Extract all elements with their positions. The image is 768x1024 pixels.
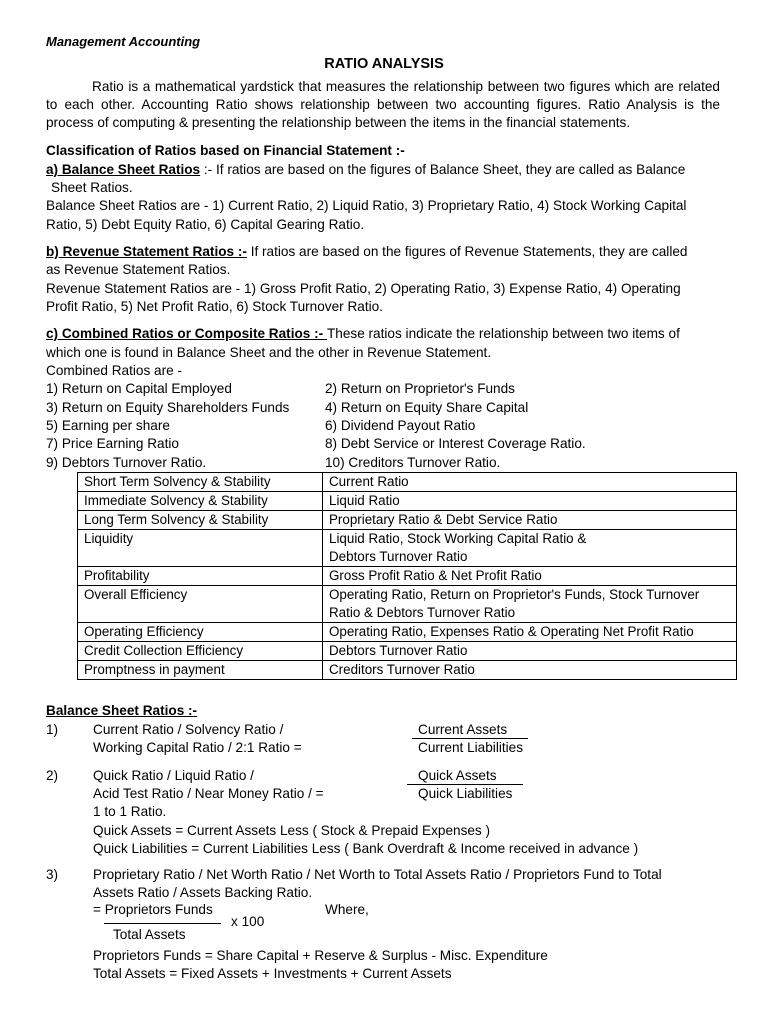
table-row — [78, 567, 737, 586]
table-cell-purpose: Overall Efficiency — [78, 586, 323, 623]
table-cell-purpose: Credit Collection Efficiency — [78, 642, 323, 661]
revenue-def-b: as Revenue Statement Ratios. — [46, 262, 231, 277]
total-assets-definition: Total Assets = Fixed Assets + Investments + Current Assets — [93, 966, 452, 981]
current-ratio-line1: Current Ratio / Solvency Ratio / — [93, 722, 284, 737]
fraction-numerator: = Proprietors Funds — [93, 902, 213, 917]
ratio-line: Ratio & Debtors Turnover Ratio — [329, 605, 516, 620]
ratio-line: Operating Ratio, Return on Proprietor's Funds, Stock Turnover — [329, 587, 700, 602]
table-row — [78, 623, 737, 642]
table-row — [78, 511, 737, 530]
current-ratio-line2: Working Capital Ratio / 2:1 Ratio = — [93, 740, 302, 755]
intro-text: Ratio is a mathematical yardstick that measures the relationship between two figures which are related to each other. Accounting Ratio shows relationship between two accounting figures. Ratio Analysis is the process of computing & presenting the relationship between the items in the financial statements. — [46, 79, 720, 130]
ratio-line: Debtors Turnover Ratio — [329, 643, 468, 658]
table-cell-ratios — [323, 511, 737, 530]
table-cell-purpose: Profitability — [78, 567, 323, 586]
combined-list-intro: Combined Ratios are - — [46, 363, 182, 378]
balance-sheet-heading: a) Balance Sheet Ratios — [46, 162, 201, 177]
table-row — [78, 586, 737, 623]
table-cell-purpose: Long Term Solvency & Stability — [78, 511, 323, 530]
table-cell-ratios — [323, 586, 737, 623]
combined-item: 6) Dividend Payout Ratio — [325, 418, 476, 433]
ratio-line: Creditors Turnover Ratio — [329, 662, 475, 677]
table-cell-ratios — [323, 642, 737, 661]
ratio-purpose-table — [77, 472, 737, 680]
table-cell-purpose: Immediate Solvency & Stability — [78, 492, 323, 511]
ratio-line: Debtors Turnover Ratio — [329, 549, 468, 564]
revenue-heading: b) Revenue Statement Ratios :- — [46, 244, 247, 259]
table-cell-ratios — [323, 473, 737, 492]
ratio-number: 3) — [46, 867, 59, 882]
table-row — [78, 530, 737, 567]
ratio-number: 1) — [46, 722, 59, 737]
fraction-numerator: Current Assets — [418, 722, 508, 737]
combined-item: 4) Return on Equity Share Capital — [325, 400, 529, 415]
balance-sheet-def-line1 — [46, 161, 685, 179]
quick-ratio-line2: Acid Test Ratio / Near Money Ratio / = — [93, 786, 324, 801]
combined-def-b: which one is found in Balance Sheet and the other in Revenue Statement. — [46, 345, 492, 360]
classification-heading: Classification of Ratios based on Financial Statement :- — [46, 143, 405, 158]
ratio-line: Current Ratio — [329, 474, 409, 489]
balance-sheet-list-a: Balance Sheet Ratios are - 1) Current Ratio, 2) Liquid Ratio, 3) Proprietary Ratio, 4) Stock Working Capital — [46, 198, 687, 213]
table-row — [78, 642, 737, 661]
running-header: Management Accounting — [46, 34, 201, 49]
ratio-line: Gross Profit Ratio & Net Profit Ratio — [329, 568, 542, 583]
balance-sheet-list-b: Ratio, 5) Debt Equity Ratio, 6) Capital Gearing Ratio. — [46, 217, 365, 232]
quick-ratio-line1: Quick Ratio / Liquid Ratio / — [93, 768, 254, 783]
table-row — [78, 492, 737, 511]
combined-item: 10) Creditors Turnover Ratio. — [325, 455, 501, 470]
quick-ratio-line3: 1 to 1 Ratio. — [93, 804, 167, 819]
where-label: Where, — [325, 902, 369, 917]
combined-heading: c) Combined Ratios or Composite Ratios :- — [46, 326, 327, 341]
proprietary-ratio-line1: Proprietary Ratio / Net Worth Ratio / Net Worth to Total Assets Ratio / Proprietors Fund to Total — [93, 867, 662, 882]
combined-def-a: These ratios indicate the relationship between two items of — [326, 326, 680, 341]
table-cell-ratios — [323, 661, 737, 680]
table-cell-purpose: Short Term Solvency & Stability — [78, 473, 323, 492]
combined-item: 7) Price Earning Ratio — [46, 436, 179, 451]
ratio-line: Liquid Ratio — [329, 493, 400, 508]
combined-item: 8) Debt Service or Interest Coverage Ratio. — [325, 436, 586, 451]
table-cell-purpose: Operating Efficiency — [78, 623, 323, 642]
table-cell-ratios — [323, 530, 737, 567]
proprietary-ratio-line2: Assets Ratio / Assets Backing Ratio. — [93, 885, 313, 900]
combined-item: 2) Return on Proprietor's Funds — [325, 381, 515, 396]
ratio-line: Operating Ratio, Expenses Ratio & Operating Net Profit Ratio — [329, 624, 694, 639]
combined-item: 3) Return on Equity Shareholders Funds — [46, 400, 290, 415]
fraction-bar — [104, 923, 221, 924]
revenue-def-line1 — [46, 243, 687, 261]
revenue-list-b: Profit Ratio, 5) Net Profit Ratio, 6) Stock Turnover Ratio. — [46, 299, 383, 314]
combined-def-line1 — [46, 325, 680, 343]
ratio-line: Proprietary Ratio & Debt Service Ratio — [329, 512, 558, 527]
balance-sheet-def-b: Sheet Ratios. — [51, 180, 133, 195]
bs-ratios-heading: Balance Sheet Ratios :- — [46, 703, 198, 718]
table-cell-ratios — [323, 567, 737, 586]
table-cell-purpose: Promptness in payment — [78, 661, 323, 680]
quick-assets-definition: Quick Assets = Current Assets Less ( Stock & Prepaid Expenses ) — [93, 823, 491, 838]
table-cell-ratios — [323, 623, 737, 642]
table-row — [78, 473, 737, 492]
page-title: RATIO ANALYSIS — [324, 56, 444, 72]
combined-item: 9) Debtors Turnover Ratio. — [46, 455, 207, 470]
revenue-def-a: If ratios are based on the figures of Revenue Statements, they are called — [246, 244, 688, 259]
fraction-denominator: Quick Liabilities — [418, 786, 513, 801]
multiplier: x 100 — [231, 914, 265, 929]
table-cell-ratios — [323, 492, 737, 511]
ratio-line: Liquid Ratio, Stock Working Capital Ratio & — [329, 531, 587, 546]
quick-liabilities-definition: Quick Liabilities = Current Liabilities Less ( Bank Overdraft & Income received in advance ) — [93, 841, 639, 856]
fraction-denominator: Current Liabilities — [418, 740, 524, 755]
table-row — [78, 661, 737, 680]
fraction-denominator: Total Assets — [113, 927, 186, 942]
intro-paragraph — [46, 78, 720, 132]
combined-item: 5) Earning per share — [46, 418, 170, 433]
table-cell-purpose: Liquidity — [78, 530, 323, 567]
revenue-list-a: Revenue Statement Ratios are - 1) Gross Profit Ratio, 2) Operating Ratio, 3) Expense Ratio, 4) Operating — [46, 281, 681, 296]
combined-item: 1) Return on Capital Employed — [46, 381, 232, 396]
ratio-number: 2) — [46, 768, 59, 783]
balance-sheet-def-a: :- If ratios are based on the figures of Balance Sheet, they are called as Balance — [200, 162, 686, 177]
fraction-numerator: Quick Assets — [418, 768, 497, 783]
proprietors-funds-definition: Proprietors Funds = Share Capital + Reserve & Surplus - Misc. Expenditure — [93, 948, 548, 963]
